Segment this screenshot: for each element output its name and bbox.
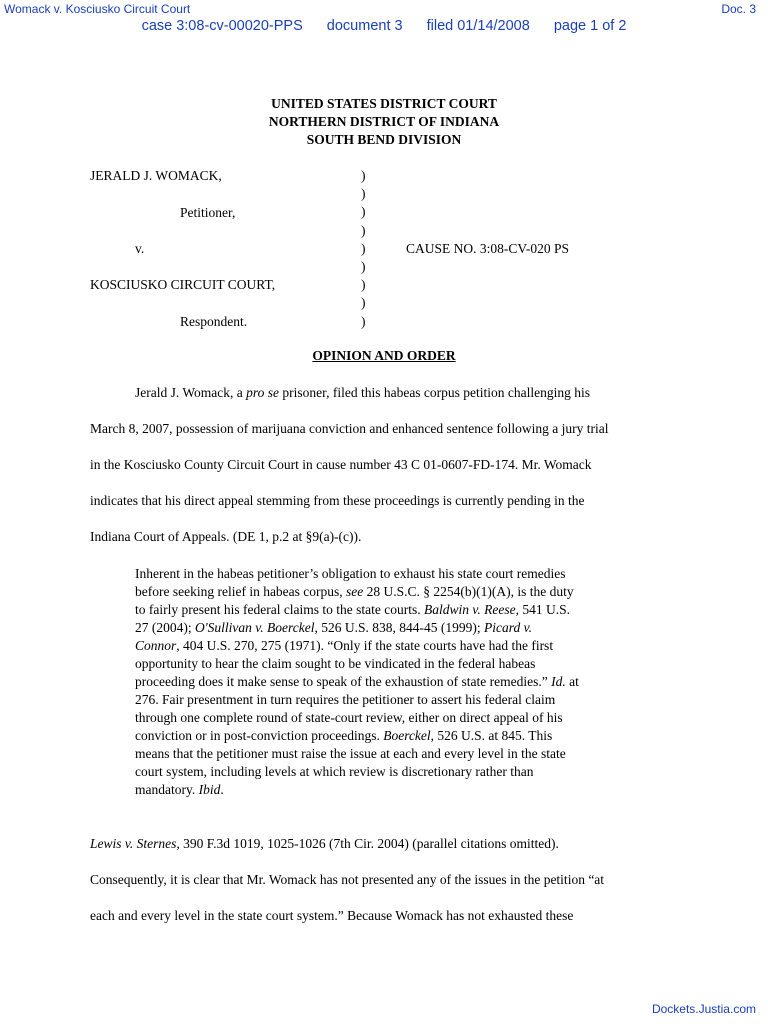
para2-line-1: Consequently, it is clear that Mr. Womack has not presented any of the issues in the petition “at [90,872,605,887]
caption-paren: ) [361,277,366,293]
quote-line: court system, including levels at which review is discretionary rather than [135,764,534,779]
court-line-1: UNITED STATES DISTRICT COURT [271,96,497,111]
court-line-3: SOUTH BEND DIVISION [306,132,462,147]
cause-number: CAUSE NO. 3:08-CV-020 PS [406,241,570,256]
caption-paren: ) [361,240,366,256]
para1-line-5: Indiana Court of Appeals. (DE 1, p.2 at §9(a)-(c)). [90,529,362,544]
para2-line-2: each and every level in the state court system.” Because Womack has not exhausted these [90,908,574,923]
document-number: document 3 [326,18,403,34]
quote-line: Connor, 404 U.S. 270, 275 (1971). “Only if the state courts have had the first [135,638,554,653]
page-indicator: page 1 of 2 [553,18,627,34]
quote-line: proceeding does it make sense to speak of the exhaustion of state remedies.” Id. at [135,674,579,689]
caption-paren: ) [361,186,366,202]
quote-line: through one complete round of state-court review, either on direct appeal of his [135,710,563,725]
versus: v. [135,241,145,256]
para1-line-3: in the Kosciusko County Circuit Court in cause number 43 C 01-0607-FD-174. Mr. Womack [90,457,592,472]
respondent-name: KOSCIUSKO CIRCUIT COURT, [90,277,276,292]
opinion-title: OPINION AND ORDER [312,348,456,363]
case-header-line [0,18,768,34]
caption-paren: ) [361,222,366,238]
quote-line: opportunity to hear the claim sought to be vindicated in the federal habeas [135,656,536,671]
court-heading [0,95,768,149]
petitioner-role: Petitioner, [180,205,236,220]
doc-number-link[interactable]: Doc. 3 [721,2,756,16]
quote-line: mandatory. Ibid. [135,782,224,797]
para1-line-4: indicates that his direct appeal stemming from these proceedings is currently pending in the [90,493,585,508]
caption-paren: ) [361,204,366,220]
caption-paren: ) [361,258,366,274]
quote-line: 27 (2004); O'Sullivan v. Boerckel, 526 U.S. 838, 844-45 (1999); Picard v. [135,620,532,635]
quote-line: Inherent in the habeas petitioner’s obligation to exhaust his state court remedies [135,566,566,581]
caption-paren: ) [361,313,366,329]
petitioner-name: JERALD J. WOMACK, [90,168,222,183]
para1-line-2: March 8, 2007, possession of marijuana conviction and enhanced sentence following a jury trial [90,421,609,436]
filed-date: filed 01/14/2008 [426,18,530,34]
caption-paren: ) [361,168,366,183]
caption-parentheses [361,167,366,331]
lewis-citation: Lewis v. Sternes, 390 F.3d 1019, 1025-1026 (7th Cir. 2004) (parallel citations omitted). [90,836,559,851]
quote-line: before seeking relief in habeas corpus, see 28 U.S.C. § 2254(b)(1)(A), is the duty [135,584,574,599]
quote-line: to fairly present his federal claims to the state courts. Baldwin v. Reese, 541 U.S. [135,602,571,617]
quote-line: conviction or in post-conviction proceedings. Boerckel, 526 U.S. at 845. This [135,728,553,743]
caption-paren: ) [361,295,366,311]
justia-footer-link[interactable]: Dockets.Justia.com [651,1002,756,1016]
quote-line: 276. Fair presentment in turn requires the petitioner to assert his federal claim [135,692,556,707]
quote-line: means that the petitioner must raise the issue at each and every level in the state [135,746,566,761]
case-title-link[interactable]: Womack v. Kosciusko Circuit Court [4,2,191,16]
case-number: case 3:08-cv-00020-PPS [141,18,303,34]
court-line-2: NORTHERN DISTRICT OF INDIANA [268,114,500,129]
block-quote [135,565,635,799]
respondent-role: Respondent. [180,314,248,329]
para1-line-1: Jerald J. Womack, a pro se prisoner, filed this habeas corpus petition challenging his [135,385,591,400]
